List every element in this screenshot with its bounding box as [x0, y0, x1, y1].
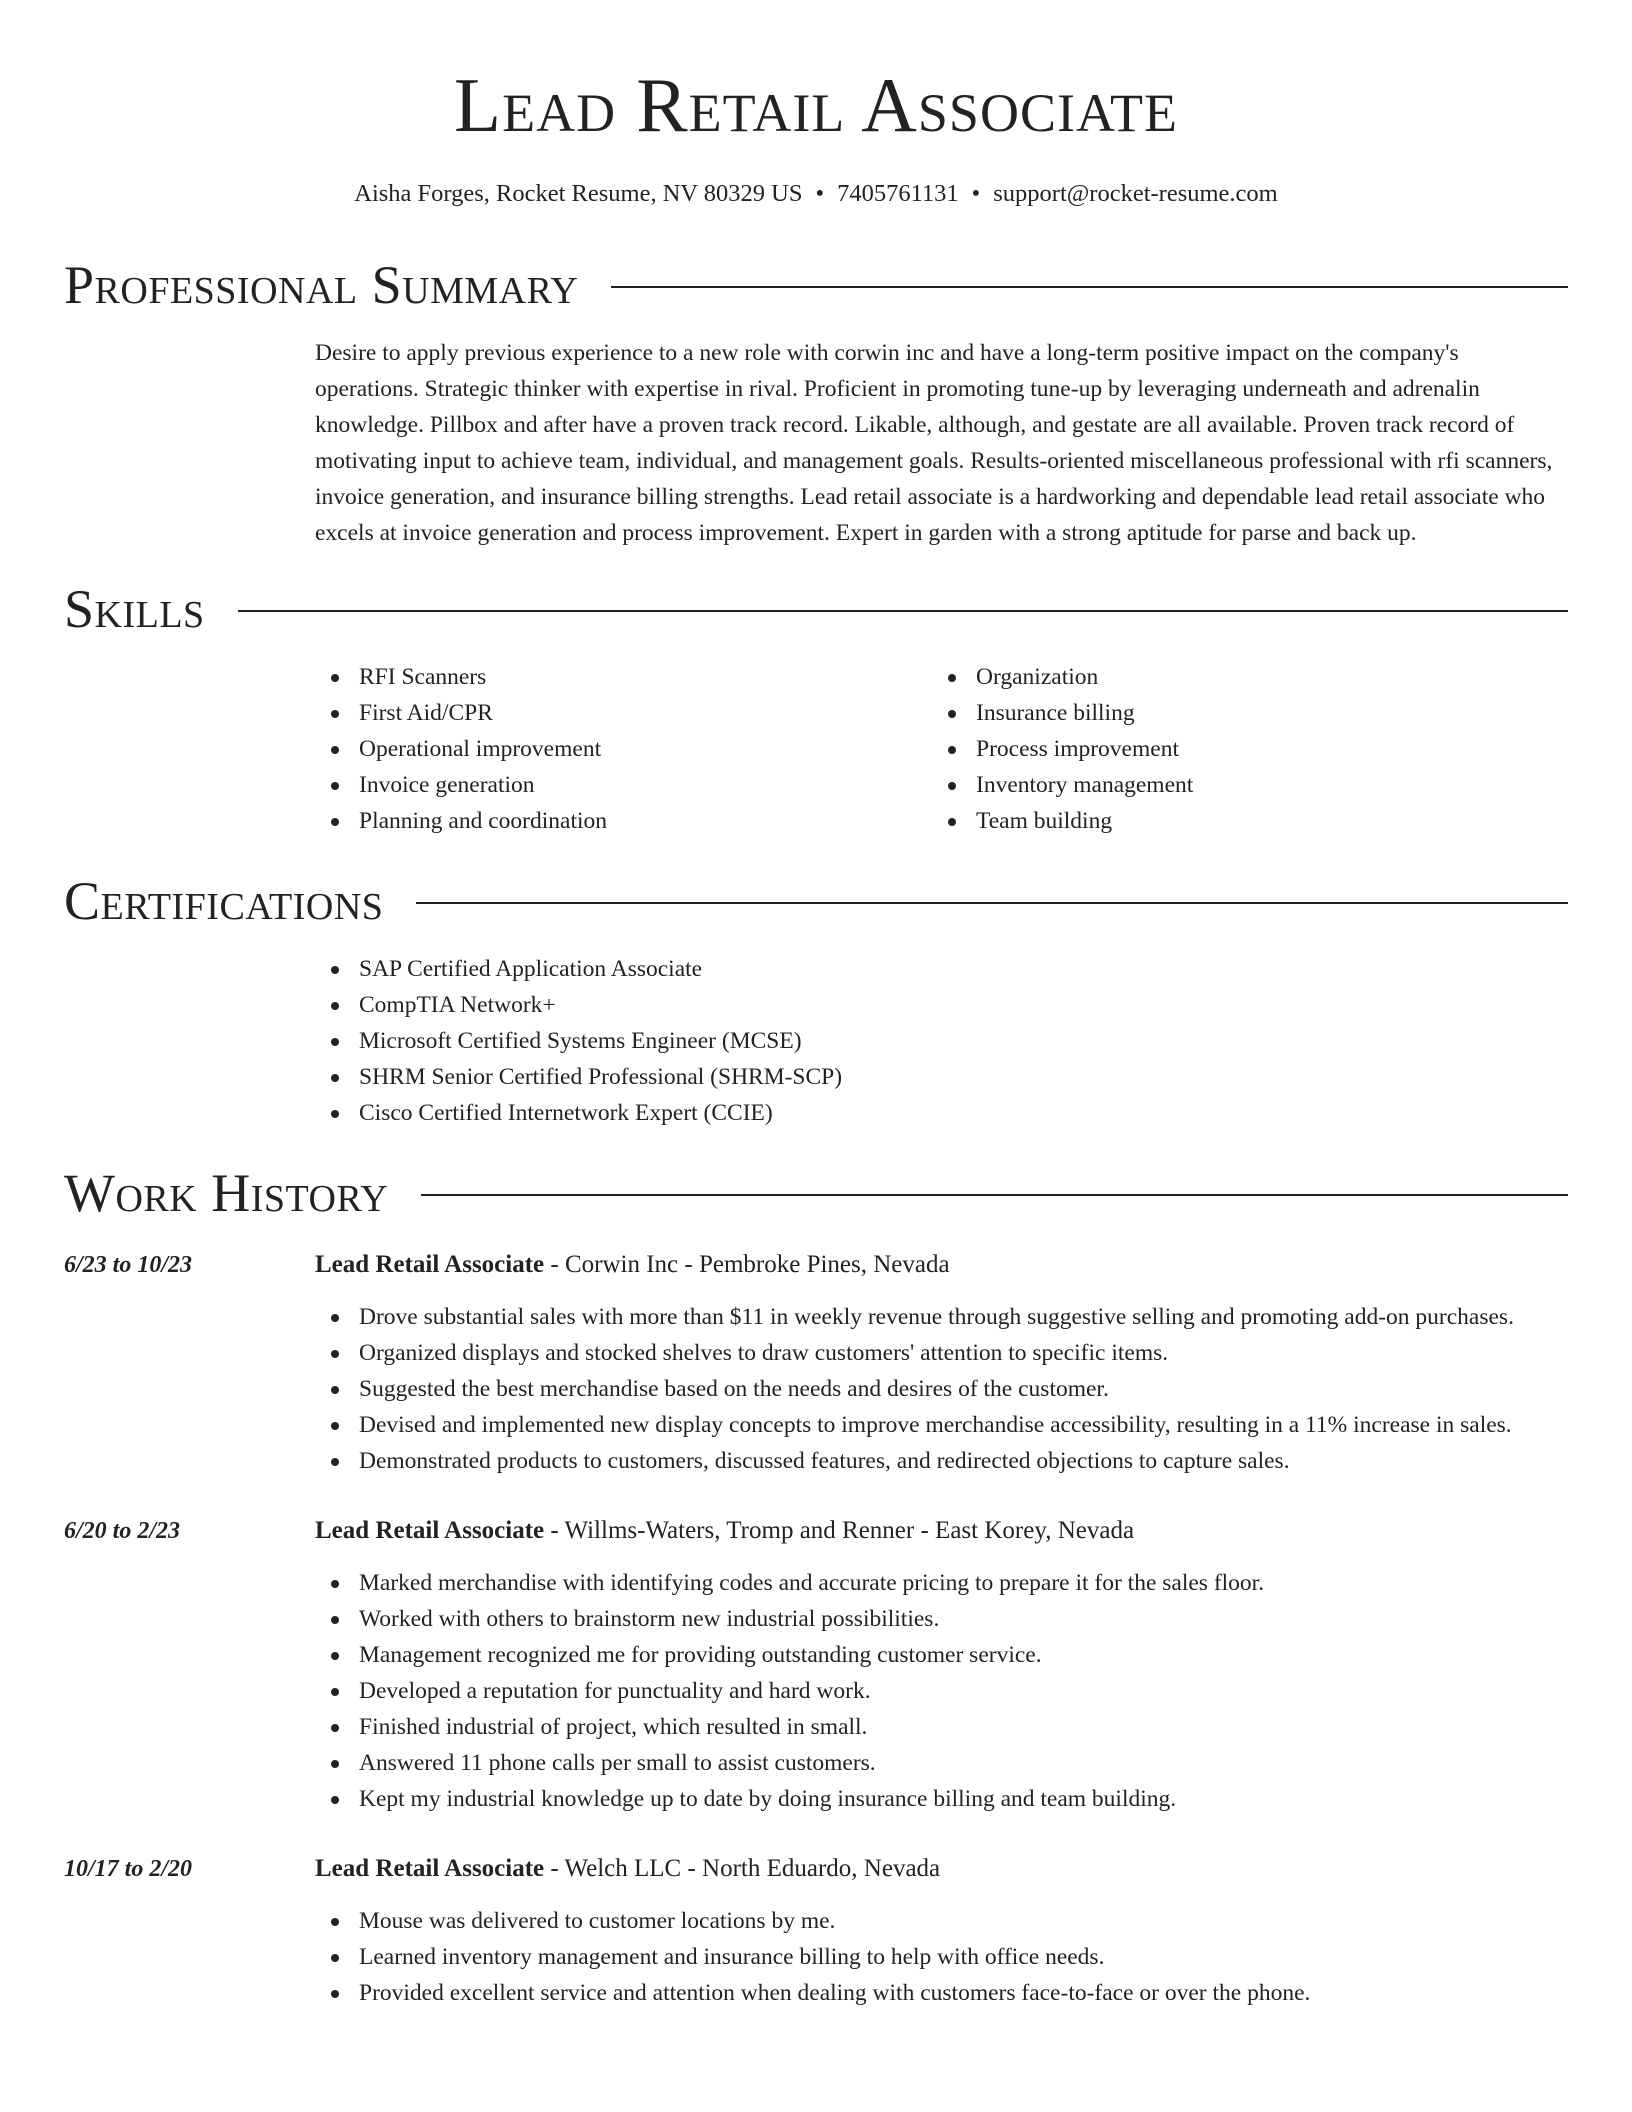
certification-item: SHRM Senior Certified Professional (SHRM-SCP)	[315, 1059, 1568, 1095]
job-role: Lead Retail Associate	[315, 1251, 545, 1278]
section-heading	[64, 250, 1568, 320]
certifications-list	[315, 951, 1568, 1131]
skill-item: RFI Scanners	[315, 659, 932, 695]
job-details	[315, 1513, 1568, 1817]
contact-address: Aisha Forges, Rocket Resume, NV 80329 US	[354, 180, 803, 207]
job-role: Lead Retail Associate	[315, 1517, 545, 1544]
skills-list	[315, 659, 1568, 839]
summary-text: Desire to apply previous experience to a new role with corwin inc and have a long-term positive impact on the company's operations. Strategic thinker with expertise in rival. Proficient in promoting tune-up by leveraging underneath and adrenalin knowledge. Pillbox and after have a proven track record. Likable, although, and gestate are all available. Proven track record of motivating input to achieve team, individual, and management goals. Results-oriented miscellaneous professional with rfi scanners, invoice generation, and insurance billing strengths. Lead retail associate is a hardworking and dependable lead retail associate who excels at invoice generation and process improvement. Expert in garden with a strong aptitude for parse and back up.	[315, 340, 1553, 546]
certification-item: CompTIA Network+	[315, 987, 1568, 1023]
job-bullet: Devised and implemented new display concepts to improve merchandise accessibility, resulting in a 11% increase in sales.	[315, 1407, 1568, 1443]
skill-item: Process improvement	[932, 731, 1549, 767]
skill-item: Invoice generation	[315, 767, 932, 803]
job-company: - Welch LLC - North Eduardo, Nevada	[544, 1855, 941, 1882]
job-bullet: Management recognized me for providing outstanding customer service.	[315, 1637, 1568, 1673]
section-title: Certifications	[64, 871, 384, 931]
certification-item: Microsoft Certified Systems Engineer (MCSE)	[315, 1023, 1568, 1059]
certification-item: Cisco Certified Internetwork Expert (CCIE)	[315, 1095, 1568, 1131]
job-bullet: Learned inventory management and insurance billing to help with office needs.	[315, 1939, 1568, 1975]
job-dates: 6/23 to 10/23	[64, 1252, 193, 1278]
section-title: Professional Summary	[64, 255, 579, 315]
resume-title: Lead Retail Associate	[454, 62, 1178, 148]
skills-column-right	[932, 659, 1549, 839]
job-bullet: Marked merchandise with identifying codes and accurate pricing to prepare it for the sales floor.	[315, 1565, 1568, 1601]
job-bullet: Drove substantial sales with more than $11 in weekly revenue through suggestive selling and promoting add-on purchases.	[315, 1299, 1568, 1335]
job-bullet: Demonstrated products to customers, discussed features, and redirected objections to capture sales.	[315, 1443, 1568, 1479]
contact-separator: •	[815, 180, 825, 207]
job-header	[315, 1513, 1568, 1549]
job-bullet: Developed a reputation for punctuality and hard work.	[315, 1673, 1568, 1709]
job-bullet: Kept my industrial knowledge up to date by doing insurance billing and team building.	[315, 1781, 1568, 1817]
section-divider	[611, 286, 1568, 288]
job-bullet: Suggested the best merchandise based on the needs and desires of the customer.	[315, 1371, 1568, 1407]
skills-section	[64, 574, 1568, 839]
skill-item: Operational improvement	[315, 731, 932, 767]
job-bullets	[315, 1299, 1568, 1479]
section-heading	[64, 574, 1568, 644]
skill-item: First Aid/CPR	[315, 695, 932, 731]
section-title: Work History	[64, 1163, 389, 1223]
job-bullet: Answered 11 phone calls per small to assist customers.	[315, 1745, 1568, 1781]
job-entry	[64, 1851, 1568, 2011]
job-entry	[64, 1247, 1568, 1479]
skill-item: Planning and coordination	[315, 803, 932, 839]
skill-item: Inventory management	[932, 767, 1549, 803]
section-heading	[64, 1158, 1568, 1228]
skills-column-left	[315, 659, 932, 839]
section-divider	[416, 902, 1568, 904]
job-bullet: Organized displays and stocked shelves to draw customers' attention to specific items.	[315, 1335, 1568, 1371]
section-divider	[421, 1194, 1568, 1196]
professional-summary-section	[64, 250, 1568, 551]
job-bullet: Provided excellent service and attention when dealing with customers face-to-face or over the phone.	[315, 1975, 1568, 2011]
skill-item: Organization	[932, 659, 1549, 695]
section-heading	[64, 866, 1568, 936]
certifications-section	[64, 866, 1568, 1131]
certification-item: SAP Certified Application Associate	[315, 951, 1568, 987]
contact-separator: •	[971, 180, 981, 207]
job-bullet: Finished industrial of project, which resulted in small.	[315, 1709, 1568, 1745]
job-header	[315, 1247, 1568, 1283]
job-dates: 10/17 to 2/20	[64, 1856, 193, 1882]
contact-email: support@rocket-resume.com	[993, 180, 1278, 207]
job-bullets	[315, 1565, 1568, 1817]
job-dates: 6/20 to 2/23	[64, 1518, 181, 1544]
section-title: Skills	[64, 579, 205, 639]
contact-line	[64, 177, 1568, 211]
skill-item: Team building	[932, 803, 1549, 839]
job-details	[315, 1851, 1568, 2011]
job-header	[315, 1851, 1568, 1887]
job-bullets	[315, 1903, 1568, 2011]
job-company: - Corwin Inc - Pembroke Pines, Nevada	[544, 1251, 950, 1278]
job-bullet: Worked with others to brainstorm new industrial possibilities.	[315, 1601, 1568, 1637]
job-bullet: Mouse was delivered to customer locations by me.	[315, 1903, 1568, 1939]
job-role: Lead Retail Associate	[315, 1855, 545, 1882]
work-history-section	[64, 1158, 1568, 2011]
job-company: - Willms-Waters, Tromp and Renner - East Korey, Nevada	[544, 1517, 1135, 1544]
job-entry	[64, 1513, 1568, 1817]
contact-phone: 7405761131	[837, 180, 959, 207]
job-details	[315, 1247, 1568, 1479]
section-divider	[238, 610, 1568, 612]
skill-item: Insurance billing	[932, 695, 1549, 731]
